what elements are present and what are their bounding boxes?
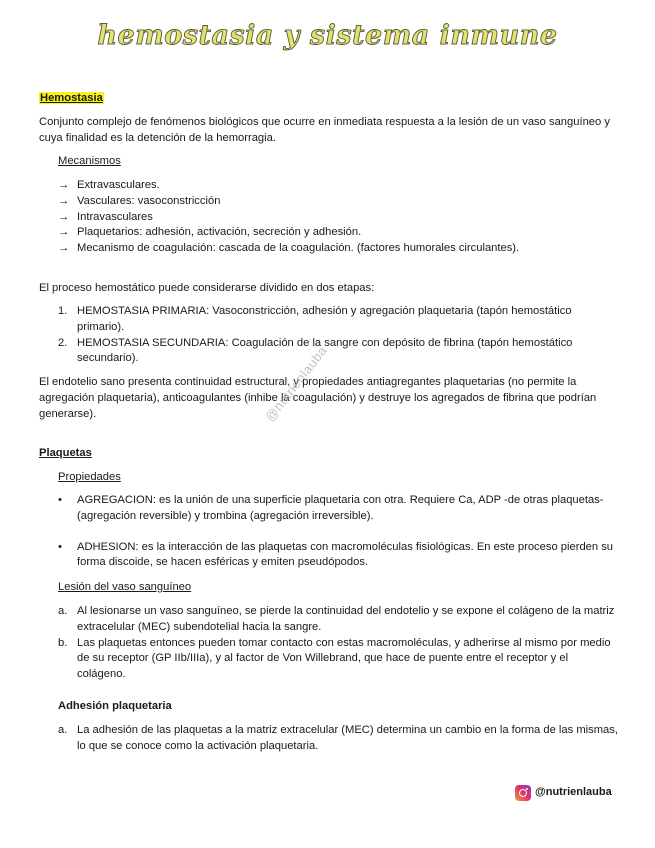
list-number: 2. (58, 336, 68, 349)
list-item (58, 178, 618, 194)
list-item (58, 225, 618, 241)
mecanismos-heading: Mecanismos (58, 155, 121, 167)
title-block (0, 20, 655, 51)
list-item-text: La adhesión de las plaquetas a la matriz extracelular (MEC) determina un cambio en la forma de las mismas, lo que se conoce como la activación plaquetaria. (77, 724, 618, 752)
list-letter: a. (58, 724, 68, 736)
list-item (58, 210, 618, 226)
list-item (58, 336, 618, 368)
arrow-marker: → (58, 179, 70, 191)
etapas-intro: El proceso hemostático puede considerarse dividido en dos etapas: (39, 282, 375, 294)
adhesion-list (58, 723, 618, 755)
list-item-text: Plaquetarios: adhesión, activación, secreción y adhesión. (77, 226, 362, 239)
list-item-text: Intravasculares (77, 210, 153, 223)
adhesion-heading: Adhesión plaquetaria (58, 700, 172, 712)
list-item (58, 304, 618, 336)
list-item-text: AGREGACION: es la unión de una superficie plaquetaria con otra. Requiere Ca, ADP -de otras plaquetas- (agregación reversible) y trombina (agregación irreversible). (77, 494, 604, 522)
arrow-marker: → (58, 194, 70, 207)
propiedades-heading: Propiedades (58, 471, 121, 483)
lesion-heading: Lesión del vaso sanguíneo (58, 581, 192, 593)
arrow-marker: → (58, 226, 70, 239)
bullet-marker: • (58, 540, 62, 553)
list-number: 1. (58, 305, 68, 317)
arrow-marker: → (58, 242, 70, 255)
instagram-credit[interactable] (515, 785, 612, 801)
list-item (58, 493, 618, 525)
list-item-text: Vasculares: vasoconstricción (77, 194, 221, 207)
section-heading-plaquetas: Plaquetas (39, 447, 92, 459)
list-item-text: Extravasculares. (77, 179, 160, 191)
list-item-text: Al lesionarse un vaso sanguíneo, se pierde la continuidad del endotelio y se expone el colágeno de la matriz extracelular (MEC) subendotelial hacia la sangre. (77, 605, 615, 633)
instagram-handle[interactable]: @nutrienlauba (535, 786, 612, 799)
list-item-text: HEMOSTASIA PRIMARIA: Vasoconstricción, adhesión y agregación plaquetaria (tapón hemostático primario). (77, 305, 572, 333)
list-item (58, 194, 618, 210)
list-item (58, 540, 618, 572)
list-item-text: Las plaquetas entonces pueden tomar contacto con estas macromoléculas, y adherirse al mismo por medio de su receptor (GP IIb/IIIa), y al factor de Von Willebrand, que hace de puente entre el receptor y el colágeno. (77, 636, 611, 681)
list-item-text: ADHESION: es la interacción de las plaquetas con macromoléculas fisiológicas. En este proceso pierden su forma discoide, se hacen esféricas y emiten pseudópodos. (77, 540, 614, 569)
list-item-text: HEMOSTASIA SECUNDARIA: Coagulación de la sangre con depósito de fibrina (tapón hemostático secundario). (77, 336, 573, 365)
list-item-text: Mecanismo de coagulación: cascada de la coagulación. (factores humorales circulantes). (77, 242, 520, 255)
endotelio-paragraph: El endotelio sano presenta continuidad estructural, y propiedades antiagregantes plaquetarias (no permite la agregación plaquetaria), anticoagulantes (inhibe la coagulación) y destruye los agregados de fibrina que podrían generarse). (39, 376, 597, 420)
page-title-text: hemostasia y sistema inmune (97, 20, 558, 51)
instagram-icon (515, 785, 531, 801)
hemostasia-heading-text: Hemostasia (40, 92, 103, 104)
list-item (58, 604, 618, 636)
list-item (58, 723, 618, 755)
bullet-marker: • (58, 494, 62, 506)
list-letter: a. (58, 605, 68, 617)
watermark: @nutrienlauba (262, 343, 331, 425)
propiedades-list (58, 493, 618, 571)
arrow-marker: → (58, 210, 70, 223)
lesion-list (58, 604, 618, 683)
list-item (58, 636, 618, 683)
page-title (97, 20, 558, 51)
list-letter: b. (58, 636, 68, 649)
section-heading-hemostasia (39, 91, 104, 107)
list-item (58, 241, 618, 257)
hemostasia-definition: Conjunto complejo de fenómenos biológicos que ocurre en inmediata respuesta a la lesión de un vaso sanguíneo y cuya finalidad es la detención de la hemorragia. (39, 116, 610, 144)
mecanismos-list (58, 178, 618, 257)
etapas-list (58, 304, 618, 367)
